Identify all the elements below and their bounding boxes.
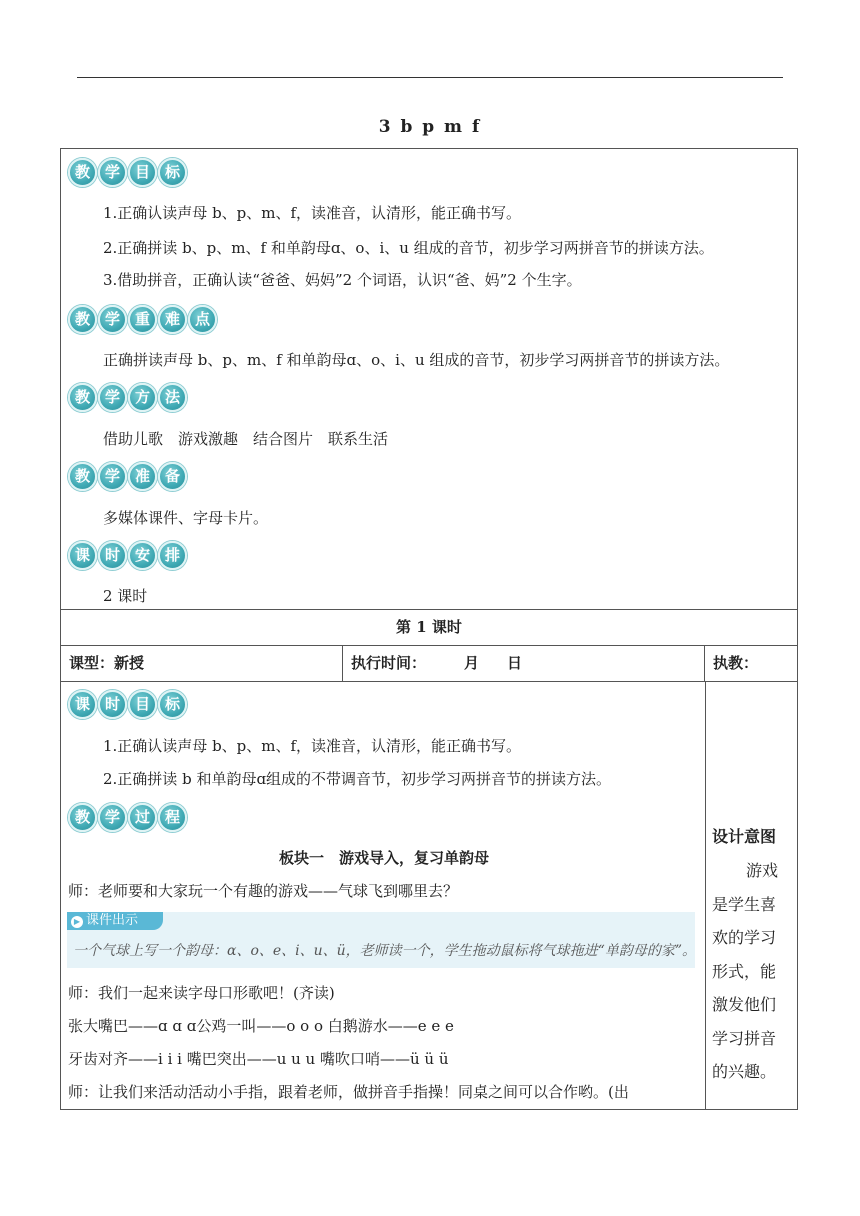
process-line-2: 师：我们一起来读字母口形歌吧！(齐读)	[68, 984, 335, 1002]
design-intent-title: 设计意图	[712, 827, 777, 846]
badge-teaching-prep: 教 学 准 备	[68, 462, 187, 492]
execution-time: 执行时间： 月 日	[343, 646, 705, 681]
badge-teaching-process: 教 学 过 程	[68, 803, 187, 833]
process-line-5: 师：让我们来活动活动小手指，跟着老师，做拼音手指操！同桌之间可以合作哟。(出	[68, 1083, 629, 1101]
lesson-goal-line-2: 2.正确拼读 b 和单韵母ɑ组成的不带调音节，初步学习两拼音节的拼读方法。	[103, 770, 612, 788]
lesson-type: 课型：新授	[61, 646, 343, 681]
courseware-tag: ▶ 课件出示	[67, 912, 163, 930]
session-header: 第 1 课时	[60, 610, 798, 646]
lesson-goal-line-1: 1.正确认读声母 b、p、m、f，读准音，认清形，能正确书写。	[103, 737, 522, 755]
goal-line-3: 3.借助拼音，正确认读“爸爸、妈妈”2 个词语，认识“爸、妈”2 个生字。	[103, 271, 582, 289]
design-line-7: 的兴趣。	[712, 1062, 777, 1081]
process-line-1: 师：老师要和大家玩一个有趣的游戏——气球飞到哪里去？	[68, 882, 459, 900]
design-line-2: 是学生喜	[712, 895, 777, 914]
play-icon: ▶	[71, 916, 83, 928]
courseware-display	[67, 912, 695, 968]
badge-teaching-goal: 教 学 目 标	[68, 158, 187, 188]
column-divider	[705, 682, 706, 1109]
goal-line-1: 1.正确认读声母 b、p、m、f，读准音，认清形，能正确书写。	[103, 204, 522, 222]
design-line-5: 激发他们	[712, 995, 777, 1014]
design-line-6: 学习拼音	[712, 1029, 777, 1048]
schedule-text: 2 课时	[103, 587, 148, 605]
key-points-text: 正确拼读声母 b、p、m、f 和单韵母ɑ、o、i、u 组成的音节，初步学习两拼音节的拼读方法。	[103, 351, 730, 369]
goal-line-2: 2.正确拼读 b、p、m、f 和单韵母ɑ、o、i、u 组成的音节，初步学习两拼音节的拼读方法。	[103, 239, 714, 257]
badge-key-points: 教 学 重 难 点	[68, 305, 217, 335]
process-line-4: 牙齿对齐——i i i 嘴巴突出——u u u 嘴吹口哨——ü ü ü	[68, 1050, 449, 1068]
design-line-4: 形式，能	[712, 962, 777, 981]
badge-teaching-method: 教 学 方 法	[68, 383, 187, 413]
lesson-info-row	[60, 646, 798, 682]
teacher-label: 执教：	[713, 654, 759, 672]
methods-text: 借助儿歌 游戏激趣 结合图片 联系生活	[103, 430, 389, 448]
design-line-1: 游戏	[746, 861, 779, 880]
courseware-text: 一个气球上写一个韵母：ɑ、o、e、i、u、ü，老师读一个，学生拖动鼠标将气球拖进“单韵母的家”。	[73, 943, 696, 959]
section-heading: 板块一 游戏导入，复习单韵母	[279, 849, 490, 867]
process-line-3: 张大嘴巴——ɑ ɑ ɑ公鸡一叫——o o o 白鹅游水——e e e	[68, 1017, 454, 1035]
page-title: 3 b p m f	[378, 117, 482, 137]
badge-lesson-goal: 课 时 目 标	[68, 690, 187, 720]
design-line-3: 欢的学习	[712, 928, 777, 947]
badge-schedule: 课 时 安 排	[68, 541, 187, 571]
header-rule	[77, 77, 783, 78]
prep-text: 多媒体课件、字母卡片。	[103, 509, 269, 527]
